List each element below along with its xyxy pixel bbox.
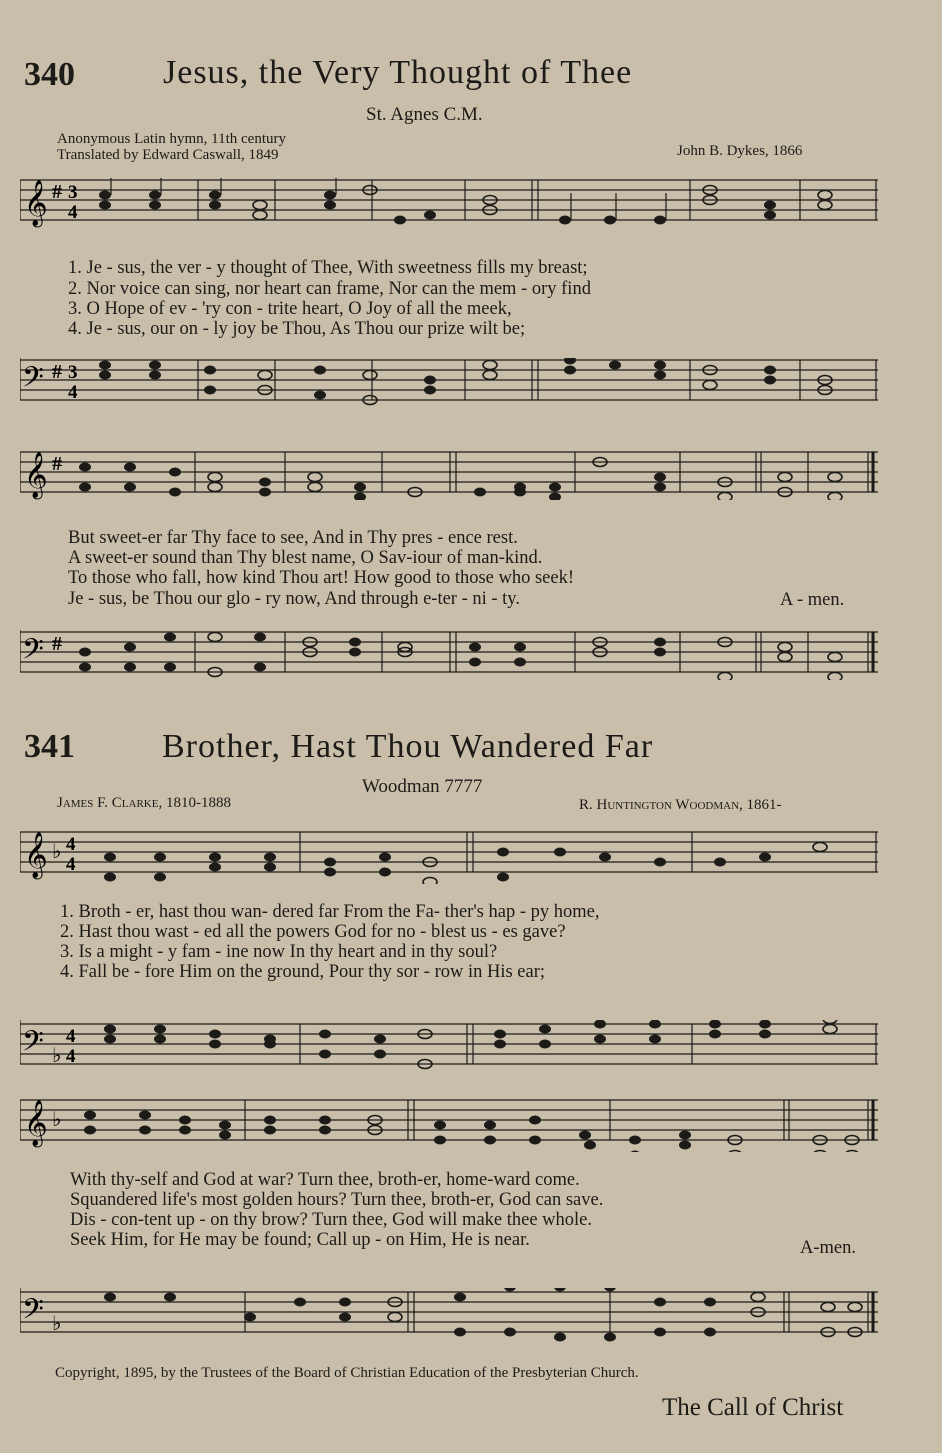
hymn340-verse1-line1: 1. Je - sus, the ver - y thought of Thee, With sweetness fills my breast;: [68, 258, 588, 278]
hymn340-system2-bass-staff: [20, 630, 880, 680]
svg-text:𝄞: 𝄞: [24, 180, 48, 226]
hymn341-verse2-line2: Squandered life's most golden hours? Turn thee, broth-er, God can save.: [70, 1190, 604, 1210]
tune-name: Woodman 7777: [362, 776, 483, 797]
hymn340-verse4-line2: Je - sus, be Thou our glo - ry now, And through e-ter - ni - ty.: [68, 589, 520, 609]
hymn340-verse2-line2: A sweet-er sound than Thy blest name, O Sav-iour of man-kind.: [68, 548, 543, 568]
hymn340-verse1-line2: But sweet-er far Thy face to see, And in Thy pres - ence rest.: [68, 528, 518, 548]
svg-text:𝄞: 𝄞: [24, 1100, 48, 1146]
hymn341-verse4-line2: Seek Him, for He may be found; Call up - on Him, He is near.: [70, 1230, 530, 1250]
section-footer-title: The Call of Christ: [662, 1394, 844, 1421]
svg-text:♭: ♭: [52, 1045, 62, 1067]
hymn341-verse4-line1: 4. Fall be - fore Him on the ground, Pour thy sor - row in His ear;: [60, 962, 546, 982]
hymn-title: Jesus, the Very Thought of Thee: [163, 54, 633, 91]
hymn340-verse2-line1: 2. Nor voice can sing, nor heart can frame, Nor can the mem - ory find: [68, 279, 591, 299]
hymn340-amen: A - men.: [780, 590, 845, 610]
svg-text:#: #: [52, 361, 62, 383]
composer-credit: R. Huntington Woodman, 1861-: [579, 797, 782, 813]
hymn-number: 341: [24, 728, 75, 765]
svg-text:3: 3: [68, 362, 78, 383]
svg-text:𝄞: 𝄞: [24, 832, 48, 878]
svg-text:4: 4: [66, 1046, 76, 1067]
svg-text:4: 4: [66, 854, 76, 875]
hymn341-system1-bass-staff: [20, 1020, 880, 1076]
svg-text:#: #: [52, 633, 62, 655]
hymn341-verse1-line1: 1. Broth - er, hast thou wan- dered far From the Fa- ther's hap - py home,: [60, 902, 600, 922]
svg-text:𝄢: 𝄢: [22, 633, 44, 673]
svg-text:#: #: [52, 181, 62, 203]
author-credit-line2: Translated by Edward Caswall, 1849: [57, 147, 279, 163]
svg-text:♭: ♭: [52, 1109, 62, 1131]
hymn341-system2-bass-staff: [20, 1288, 880, 1348]
hymn341-verse3-line2: Dis - con-tent up - on thy brow? Turn thee, God will make thee whole.: [70, 1210, 593, 1230]
hymn340-verse3-line1: 3. O Hope of ev - 'ry con - trite heart, O Joy of all the meek,: [68, 299, 512, 319]
hymn340-system2-treble-staff: [20, 450, 880, 500]
svg-text:4: 4: [68, 382, 78, 403]
svg-text:♭: ♭: [52, 1313, 62, 1335]
author-credit: James F. Clarke, 1810-1888: [57, 795, 231, 811]
hymn340-system1-treble-staff: [20, 178, 880, 228]
svg-text:𝄢: 𝄢: [22, 1293, 44, 1333]
svg-text:𝄢: 𝄢: [22, 361, 44, 401]
hymn340-verse3-line2: To those who fall, how kind Thou art! How good to those who seek!: [68, 568, 575, 588]
svg-text:𝄞: 𝄞: [24, 452, 48, 498]
svg-text:3: 3: [68, 182, 78, 203]
svg-text:♭: ♭: [52, 841, 62, 863]
svg-text:𝄢: 𝄢: [22, 1025, 44, 1065]
hymn341-system2-treble-staff: [20, 1096, 880, 1152]
svg-text:4: 4: [66, 1026, 76, 1047]
hymn-number: 340: [24, 56, 75, 93]
hymn341-verse2-line1: 2. Hast thou wast - ed all the powers God for no - blest us - es gave?: [60, 922, 566, 942]
svg-text:#: #: [52, 453, 62, 475]
hymn341-amen: A-men.: [800, 1238, 856, 1258]
composer-credit: John B. Dykes, 1866: [677, 143, 803, 159]
copyright-notice: Copyright, 1895, by the Trustees of the Board of Christian Education of the Presbyterian Church.: [55, 1365, 639, 1381]
hymn340-system1-bass-staff: [20, 358, 880, 408]
hymn340-verse4-line1: 4. Je - sus, our on - ly joy be Thou, As Thou our prize wilt be;: [68, 319, 526, 339]
hymn341-verse1-line2: With thy-self and God at war? Turn thee, broth-er, home-ward come.: [70, 1170, 580, 1190]
svg-text:4: 4: [66, 834, 76, 855]
tune-name: St. Agnes C.M.: [366, 104, 483, 125]
author-credit-line1: Anonymous Latin hymn, 11th century: [57, 131, 286, 147]
hymn341-verse3-line1: 3. Is a might - y fam - ine now In thy heart and in thy soul?: [60, 942, 498, 962]
hymn341-system1-treble-staff: [20, 828, 880, 884]
hymn-title: Brother, Hast Thou Wandered Far: [162, 728, 654, 765]
svg-text:4: 4: [68, 202, 78, 223]
